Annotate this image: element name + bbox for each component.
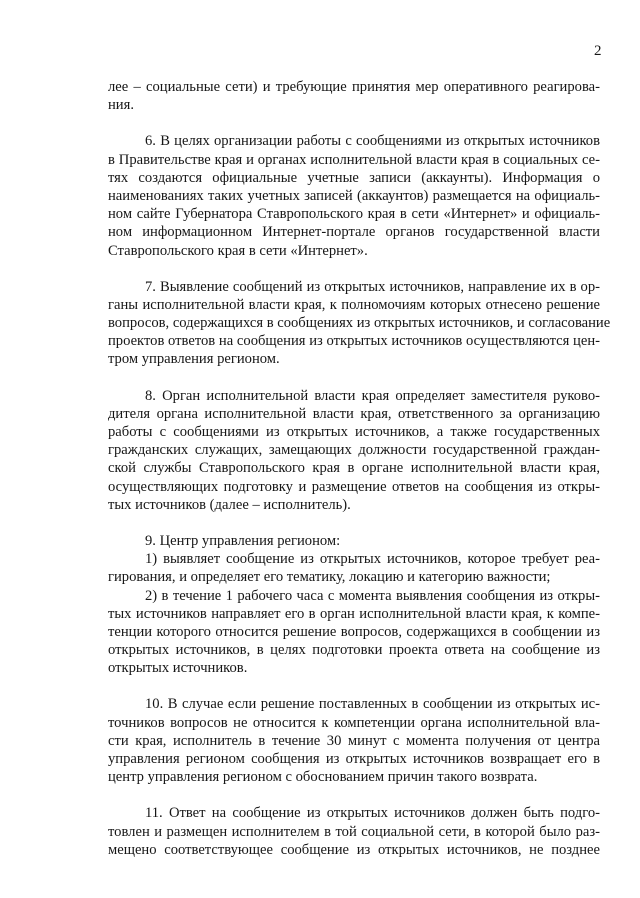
text-line: гражданских служащих, замещающих должности государственной граждан- bbox=[108, 442, 600, 459]
paragraph-spacer bbox=[108, 114, 600, 132]
text-line: осуществляющих подготовку и размещение ответов на сообщения из откры- bbox=[108, 478, 600, 495]
text-line: лее – социальные сети) и требующие принятия мер оперативного реагирова- bbox=[108, 79, 600, 95]
paragraph-spacer bbox=[108, 260, 600, 278]
text-line: 2) в течение 1 рабочего часа с момента выявления сообщения из откры- bbox=[145, 587, 600, 604]
text-line: 1) выявляет сообщение из открытых источников, которое требует реа- bbox=[145, 551, 600, 568]
page-number: 2 bbox=[594, 43, 602, 59]
text-line: управления регионом сообщения из открытых источников возвращает его в bbox=[108, 751, 600, 767]
paragraph bbox=[108, 587, 600, 678]
paragraph bbox=[108, 532, 600, 550]
text-line: ния. bbox=[108, 97, 134, 114]
text-line: в Правительстве края и органах исполнительной власти края в социальных се- bbox=[108, 151, 600, 168]
text-line: дителя органа исполнительной власти края, ответственного за организацию bbox=[108, 405, 600, 422]
text-line: тых источников (далее – исполнитель). bbox=[108, 496, 351, 513]
paragraph bbox=[108, 278, 611, 369]
paragraph-spacer bbox=[108, 677, 600, 695]
text-line: мещено соответствующее сообщение из открытых источников, не позднее bbox=[108, 841, 600, 858]
text-line: ганы исполнительной власти края, к полномочиям которых отнесено решение bbox=[108, 296, 600, 313]
paragraph bbox=[108, 695, 600, 786]
text-line: товлен и размещен исполнителем в той социальной сети, в которой было раз- bbox=[108, 823, 600, 840]
paragraph-spacer bbox=[108, 369, 600, 387]
text-line: ном информационном Интернет-портале органов государственной власти bbox=[108, 224, 600, 241]
text-line: открытых источников, в целях подготовки проекта ответа на сообщение из bbox=[108, 642, 600, 659]
text-line: тенции которого относится решение вопросов, содержащихся в сообщении из bbox=[108, 623, 600, 640]
paragraph bbox=[108, 132, 600, 259]
text-line: Ставропольского края в сети «Интернет». bbox=[108, 242, 368, 259]
text-line: точников вопросов не относится к компетенции органа исполнительной вла- bbox=[108, 714, 600, 731]
text-line: 9. Центр управления регионом: bbox=[145, 532, 341, 549]
text-line: тром управления регионом. bbox=[108, 351, 280, 368]
text-line: вопросов, содержащихся в сообщениях из открытых источников, и согласование bbox=[108, 315, 611, 332]
document-body bbox=[108, 78, 611, 859]
paragraph-spacer bbox=[108, 514, 600, 532]
text-line: сти края, исполнитель в течение 30 минут с момента получения от центра bbox=[108, 732, 600, 749]
text-line: гирования, и определяет его тематику, локацию и категорию важности; bbox=[108, 569, 551, 586]
text-line: 6. В целях организации работы с сообщениями из открытых источников bbox=[145, 133, 600, 150]
paragraph bbox=[108, 78, 600, 114]
paragraph bbox=[108, 387, 600, 514]
paragraph-spacer bbox=[108, 786, 600, 804]
text-line: 7. Выявление сообщений из открытых источников, направление их в ор- bbox=[145, 278, 600, 295]
text-line: центр управления регионом с обоснованием причин такого возврата. bbox=[108, 769, 538, 786]
paragraph bbox=[108, 550, 600, 586]
text-line: открытых источников. bbox=[108, 660, 248, 677]
text-line: проектов ответов на сообщения из открытых источников осуществляются цен- bbox=[108, 333, 600, 350]
paragraph bbox=[108, 804, 600, 859]
text-line: работы с сообщениями из открытых источников, а также государственных bbox=[108, 424, 600, 440]
text-line: тях создаются официальные учетные записи (аккаунты). Информация о bbox=[108, 169, 600, 186]
text-line: наименованиях таких учетных записей (аккаунтов) размещается на официаль- bbox=[108, 187, 600, 204]
text-line: 8. Орган исполнительной власти края определяет заместителя руково- bbox=[145, 387, 600, 404]
text-line: ном сайте Губернатора Ставропольского края в сети «Интернет» и официаль- bbox=[108, 206, 600, 223]
text-line: ской службы Ставропольского края в органе исполнительной власти края, bbox=[108, 460, 600, 477]
text-line: тых источников направляет его в орган исполнительной власти края, к компе- bbox=[108, 605, 600, 622]
text-line: 11. Ответ на сообщение из открытых источников должен быть подго- bbox=[145, 805, 600, 822]
text-line: 10. В случае если решение поставленных в сообщении из открытых ис- bbox=[145, 696, 600, 713]
